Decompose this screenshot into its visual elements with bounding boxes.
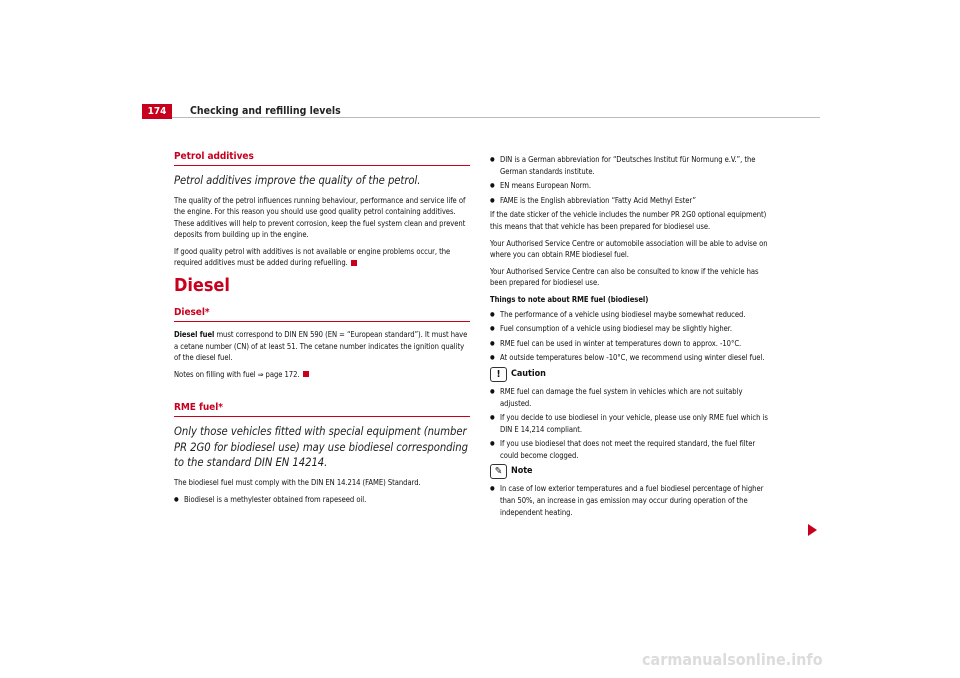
things-heading: Things to note about RME fuel (biodiesel) <box>490 294 649 304</box>
bullet-din: ● DIN is a German abbreviation for “Deutsches Institut für Normung e.V.”, the German standards institute. <box>490 154 770 177</box>
caution-bullet: ● If you use biodiesel that does not meet the required standard, the fuel filter could become clogged. <box>490 438 770 461</box>
diesel-subheading: Diesel* <box>174 306 470 322</box>
watermark: carmanualsonline.info <box>642 650 823 669</box>
next-page-arrow-icon[interactable] <box>808 524 817 536</box>
caution-bullet: ● RME fuel can damage the fuel system in vehicles which are not suitably adjusted. <box>490 386 770 409</box>
right-paragraph-3: Your Authorised Service Centre can also be consulted to know if the vehicle has been prepared for biodiesel use. <box>490 266 759 288</box>
end-mark-icon <box>351 260 357 266</box>
things-bullet: ● RME fuel can be used in winter at temperatures down to approx. -10°C. <box>490 338 770 350</box>
diesel-title: Diesel <box>174 275 230 297</box>
right-column <box>490 154 770 521</box>
things-bullet: ● The performance of a vehicle using biodiesel maybe somewhat reduced. <box>490 309 770 321</box>
header-rule <box>172 117 820 118</box>
diesel-paragraph-1: Diesel fuel must correspond to DIN EN 590 (EN = “European standard”). It must have a cetane number (CN) of at least 51. The cetane number indicates the ignition quality of the diesel fuel. <box>174 330 468 363</box>
things-bullet: ● At outside temperatures below -10°C, we recommend using winter diesel fuel. <box>490 352 770 364</box>
rme-paragraph-1: The biodiesel fuel must comply with the DIN EN 14.214 (FAME) Standard. <box>174 477 421 487</box>
caution-bullet: ● If you decide to use biodiesel in your vehicle, please use only RME fuel which is DIN E 14,214 compliant. <box>490 412 770 435</box>
note-icon: ✎ <box>490 464 507 479</box>
right-paragraph-1: If the date sticker of the vehicle includes the number PR 2G0 optional equipment) this means that that vehicle has been prepared for biodiesel use. <box>490 210 767 231</box>
rme-subheading: RME fuel* <box>174 401 470 417</box>
left-column <box>174 150 470 508</box>
caution-heading: ! Caution <box>490 367 770 382</box>
end-mark-icon <box>303 371 309 377</box>
page-number: 174 <box>142 104 172 119</box>
note-bullet: ● In case of low exterior temperatures and a fuel biodiesel percentage of higher than 50%, an increase in gas emission may occur during operation of the independent heating. <box>490 483 770 518</box>
petrol-paragraph-2: If good quality petrol with additives is not available or engine problems occur, the required additives must be added during refuelling. <box>174 246 451 268</box>
caution-icon: ! <box>490 367 507 382</box>
running-title: Checking and refilling levels <box>190 105 341 117</box>
rme-lead: Only those vehicles fitted with special equipment (number PR 2G0 for biodiesel use) may use biodiesel corresponding to the standard DIN EN 14214. <box>174 425 468 470</box>
petrol-paragraph-1: The quality of the petrol influences running behaviour, performance and service life of the engine. For this reason you should use good quality petrol containing additives. These additives will help to prevent corrosion, keep the fuel system clean and prevent deposits from building up in the engine. <box>174 195 466 240</box>
bullet-en: ● EN means European Norm. <box>490 180 770 192</box>
things-bullet: ● Fuel consumption of a vehicle using biodiesel may be slightly higher. <box>490 323 770 335</box>
bullet-fame: ● FAME is the English abbreviation “Fatty Acid Methyl Ester” <box>490 195 770 207</box>
petrol-lead: Petrol additives improve the quality of the petrol. <box>174 174 421 187</box>
diesel-paragraph-2: Notes on filling with fuel ⇒ page 172. <box>174 369 470 381</box>
rme-bullet: ● Biodiesel is a methylester obtained from rapeseed oil. <box>174 494 470 506</box>
petrol-heading: Petrol additives <box>174 150 470 166</box>
right-paragraph-2: Your Authorised Service Centre or automobile association will be able to advise on where you can obtain RME biodiesel fuel. <box>490 238 768 260</box>
note-heading: ✎ Note <box>490 464 770 479</box>
